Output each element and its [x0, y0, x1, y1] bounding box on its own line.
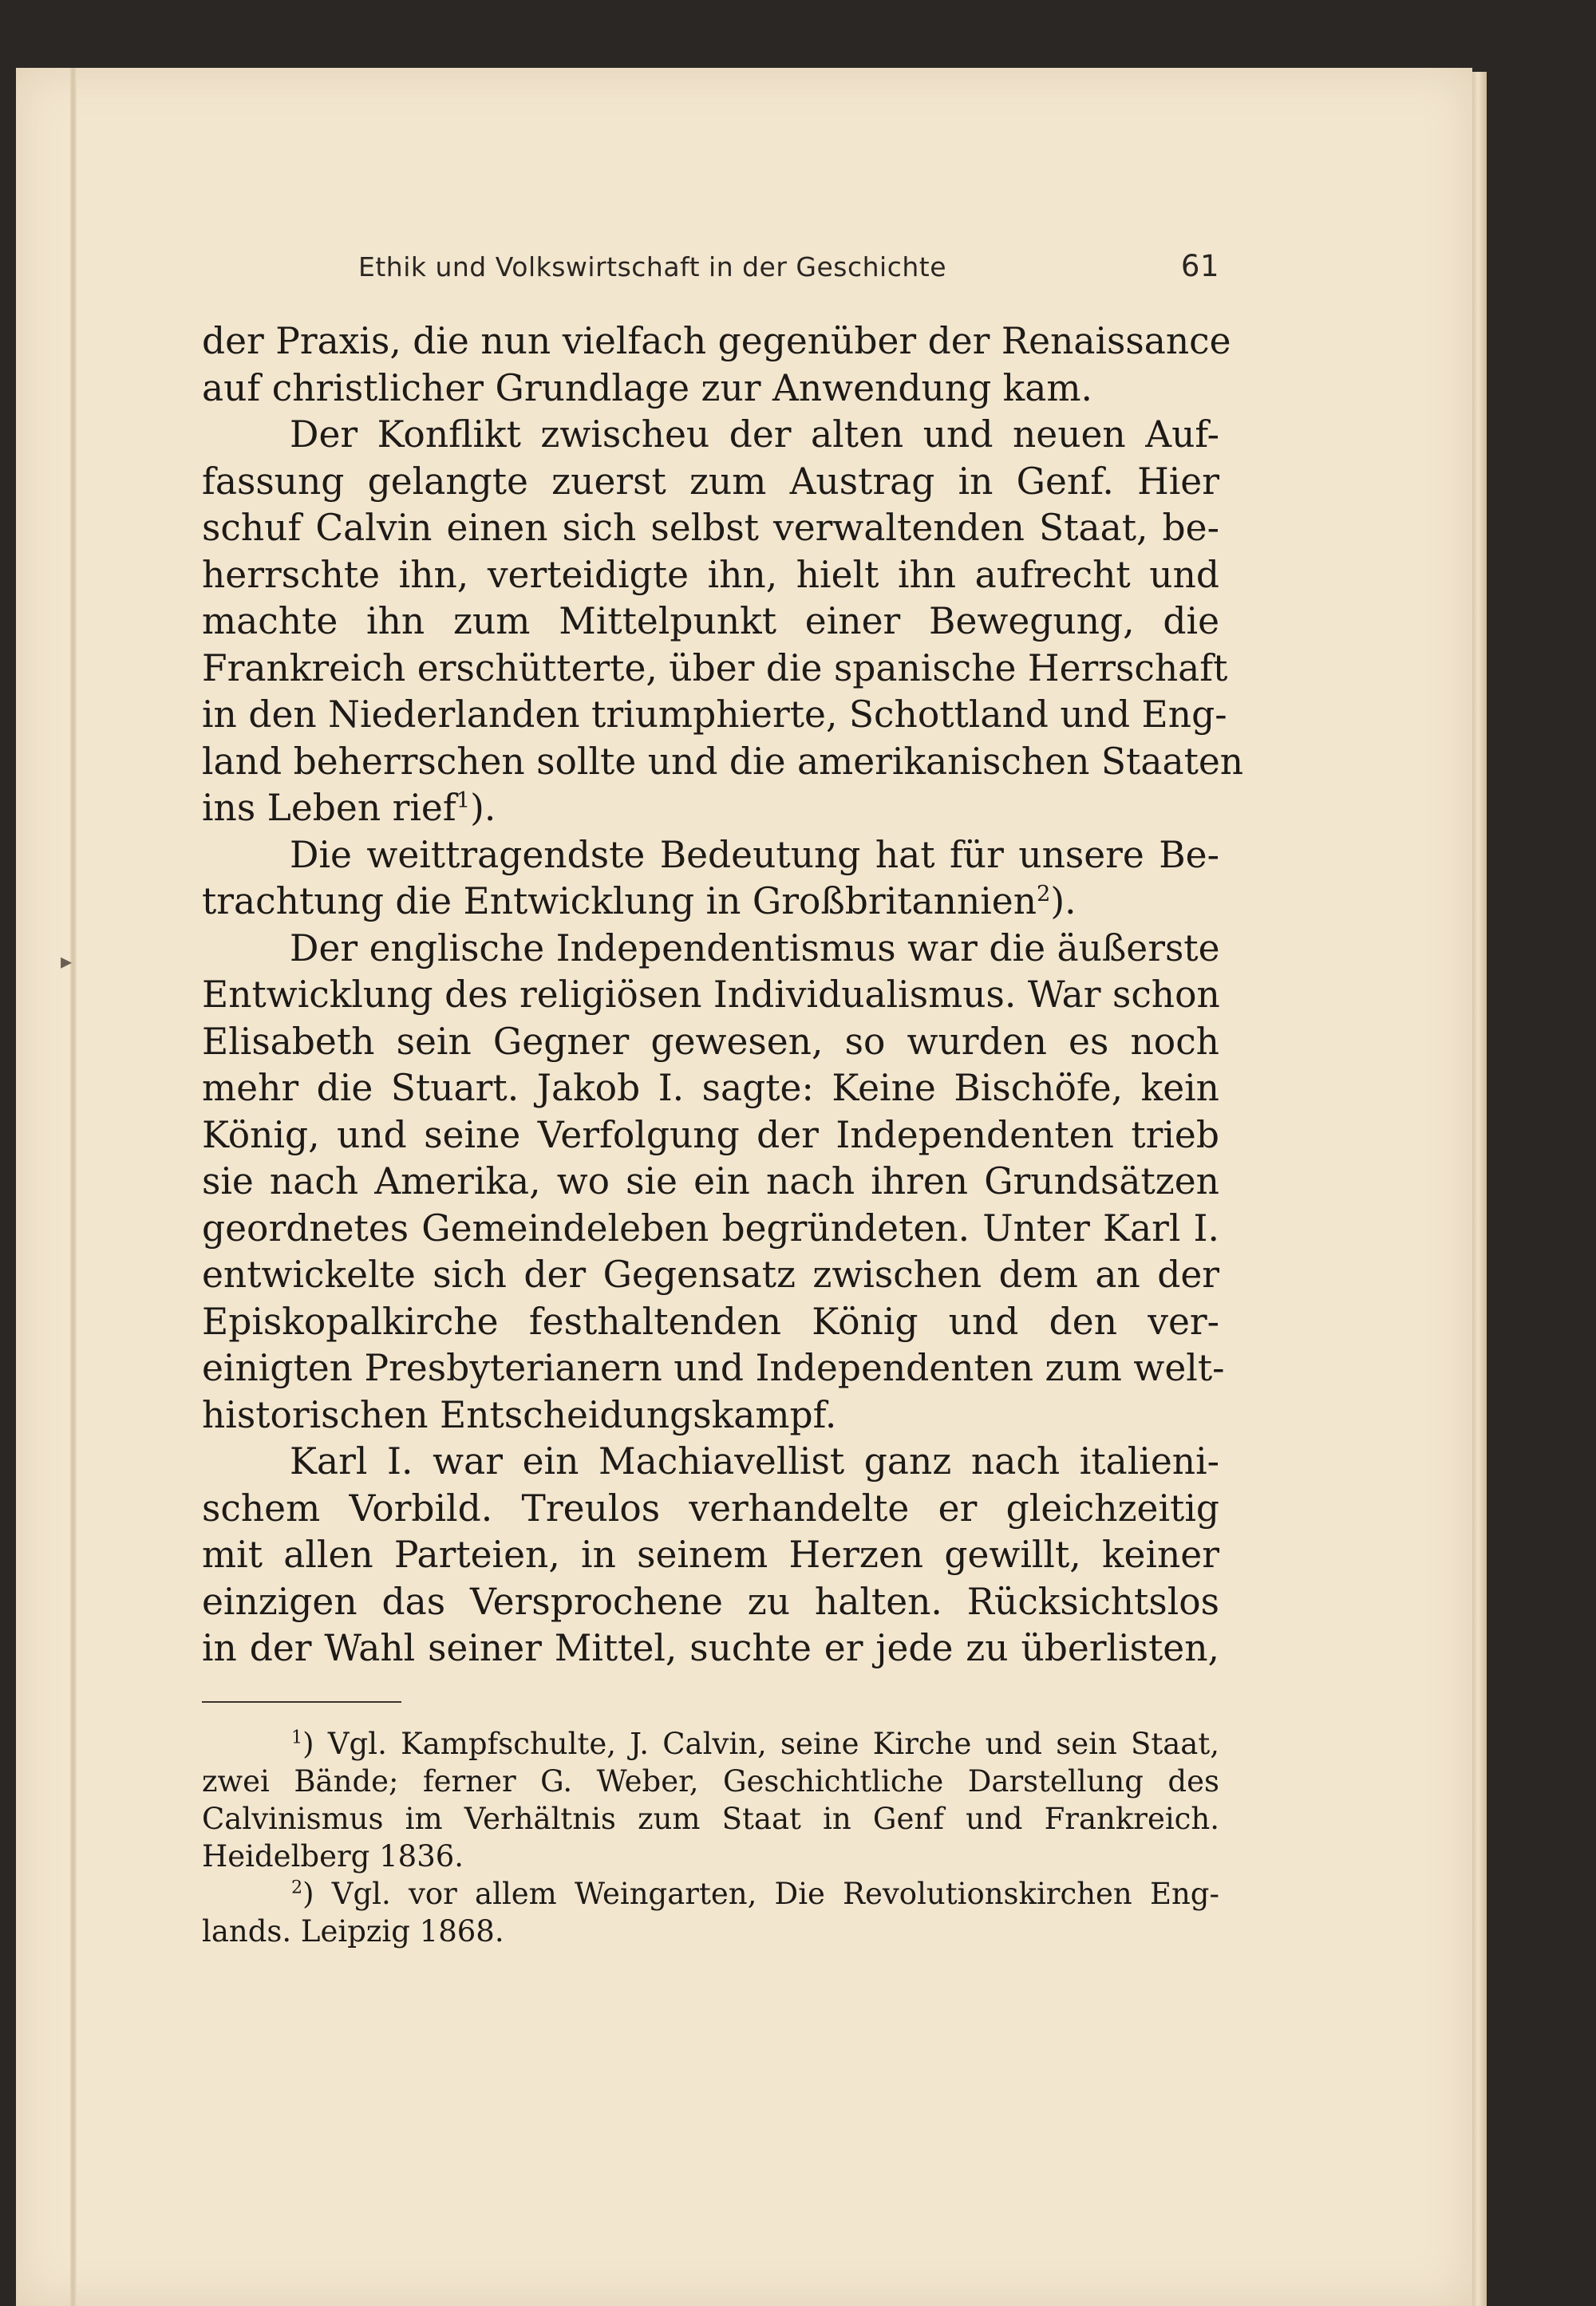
body-line [202, 739, 1244, 786]
body-line-text: Elisabeth sein Gegner gewesen, so wurden es noch [202, 1020, 1219, 1063]
body-line-text: trachtung die Entwicklung in Großbritannien [202, 880, 1037, 922]
body-line-text: historischen Entscheidungskampf. [202, 1393, 837, 1436]
body-line-text: der Praxis, die nun vielfach gegenüber der Renaissance [202, 320, 1231, 362]
body-line [202, 365, 1219, 413]
body-line-text: König, und seine Verfolgung der Independenten trieb [202, 1113, 1219, 1156]
book-gutter [70, 68, 77, 2306]
body-line [202, 1159, 1219, 1206]
body-line-text: auf christlicher Grundlage zur Anwendung kam. [202, 366, 1092, 409]
body-line [202, 1439, 1219, 1486]
body-line [202, 505, 1219, 552]
page-number: 61 [1180, 249, 1219, 283]
body-line [202, 412, 1219, 459]
body-line-text: machte ihn zum Mittelpunkt einer Bewegung, die [202, 600, 1219, 642]
body-line-text: mehr die Stuart. Jakob I. sagte: Keine Bischöfe, kein [202, 1067, 1219, 1109]
body-line-text: sie nach Amerika, wo sie ein nach ihren Grundsätzen [202, 1160, 1219, 1202]
footnote-marker: 1 [291, 1727, 303, 1748]
body-line [202, 1532, 1219, 1579]
body-line [202, 1112, 1219, 1159]
body-line [202, 1065, 1219, 1112]
body-line [202, 1392, 1219, 1439]
body-line [202, 972, 1219, 1019]
footnote-rule [202, 1701, 401, 1703]
body-line-text: land beherrschen sollte und die amerikanischen Staaten [202, 740, 1244, 783]
page-edge [1472, 72, 1487, 2306]
text-block [202, 249, 1244, 1950]
footnote-line-text: ) Vgl. vor allem Weingarten, Die Revolutionskirchen Eng- [302, 1876, 1219, 1911]
footnote-marker: 2 [291, 1877, 303, 1898]
body-line-text: Entwicklung des religiösen Individualismus. War schon [202, 973, 1220, 1016]
body-line [202, 1625, 1219, 1672]
running-head [202, 249, 1219, 283]
body-line-text: herrschte ihn, verteidigte ihn, hielt ihn aufrecht und [202, 553, 1219, 596]
body-text [202, 318, 1244, 1672]
body-line [202, 552, 1219, 599]
body-line [202, 1019, 1219, 1066]
footnotes [202, 1725, 1219, 1950]
running-head-title: Ethik und Volkswirtschaft in der Geschichte [358, 251, 946, 282]
footnote-line [202, 1800, 1219, 1838]
body-line-text: Frankreich erschütterte, über die spanische Herrschaft [202, 646, 1228, 689]
footnote-line-text: zwei Bände; ferner G. Weber, Geschichtliche Darstellung des [202, 1763, 1219, 1799]
body-line [202, 879, 1219, 926]
body-line [202, 1299, 1219, 1346]
body-line-text: entwickelte sich der Gegensatz zwischen dem an der [202, 1254, 1219, 1296]
footnote-line [202, 1725, 1219, 1763]
footnote-line-text: ) Vgl. Kampfschulte, J. Calvin, seine Kirche und sein Staat, [302, 1726, 1219, 1761]
body-line-punctuation: ). [1050, 880, 1077, 922]
body-line-text: einzigen das Versprochene zu halten. Rücksichtslos [202, 1580, 1219, 1623]
body-line [202, 598, 1219, 646]
footnote-line [202, 1838, 1219, 1875]
body-line-text: fassung gelangte zuerst zum Austrag in Genf. Hier [202, 460, 1219, 503]
footnote-line [202, 1875, 1219, 1913]
body-line [202, 459, 1219, 506]
body-line [202, 1206, 1219, 1253]
body-line [202, 318, 1231, 365]
body-line-text: in den Niederlanden triumphierte, Schottland und Eng- [202, 693, 1227, 736]
footnote-reference: 2 [1037, 881, 1051, 906]
body-line-text: geordnetes Gemeindeleben begründeten. Unter Karl I. [202, 1206, 1219, 1250]
body-line-text: Karl I. war ein Machiavellist ganz nach italieni- [290, 1440, 1219, 1483]
footnote-line-text: Heidelberg 1836. [202, 1838, 464, 1874]
body-line-text: ins Leben rief [202, 787, 456, 829]
body-line-text: Der englische Independentismus war die äußerste [290, 926, 1220, 969]
body-line [202, 646, 1228, 693]
footnote-line [202, 1913, 1219, 1950]
body-line [202, 832, 1219, 879]
margin-marker: ▸ [61, 948, 73, 974]
body-line [202, 692, 1227, 739]
footnote-line-text: Calvinismus im Verhältnis zum Staat in Genf und Frankreich. [202, 1801, 1219, 1836]
body-line [202, 1486, 1219, 1533]
body-line [202, 785, 1219, 832]
body-line-text: einigten Presbyterianern und Independenten zum welt- [202, 1347, 1225, 1389]
body-line-text: Der Konflikt zwischeu der alten und neuen Auf- [290, 413, 1219, 456]
body-line [202, 926, 1219, 973]
body-line [202, 1579, 1219, 1626]
body-line-text: mit allen Parteien, in seinem Herzen gewillt, keiner [202, 1534, 1219, 1576]
body-line-text: schuf Calvin einen sich selbst verwaltenden Staat, be- [202, 507, 1219, 549]
body-line-punctuation: ). [470, 787, 496, 829]
body-line-text: Die weittragendste Bedeutung hat für unsere Be- [290, 833, 1219, 876]
footnote-line [202, 1763, 1219, 1800]
body-line [202, 1345, 1225, 1392]
footnote-line-text: lands. Leipzig 1868. [202, 1913, 504, 1949]
body-line-text: in der Wahl seiner Mittel, suchte er jede zu überlisten, [202, 1627, 1219, 1669]
body-line-text: Episkopalkirche festhaltenden König und den ver- [202, 1300, 1219, 1343]
footnote-reference: 1 [456, 788, 471, 813]
body-line [202, 1252, 1219, 1299]
body-line-text: schem Vorbild. Treulos verhandelte er gleichzeitig [202, 1487, 1219, 1530]
